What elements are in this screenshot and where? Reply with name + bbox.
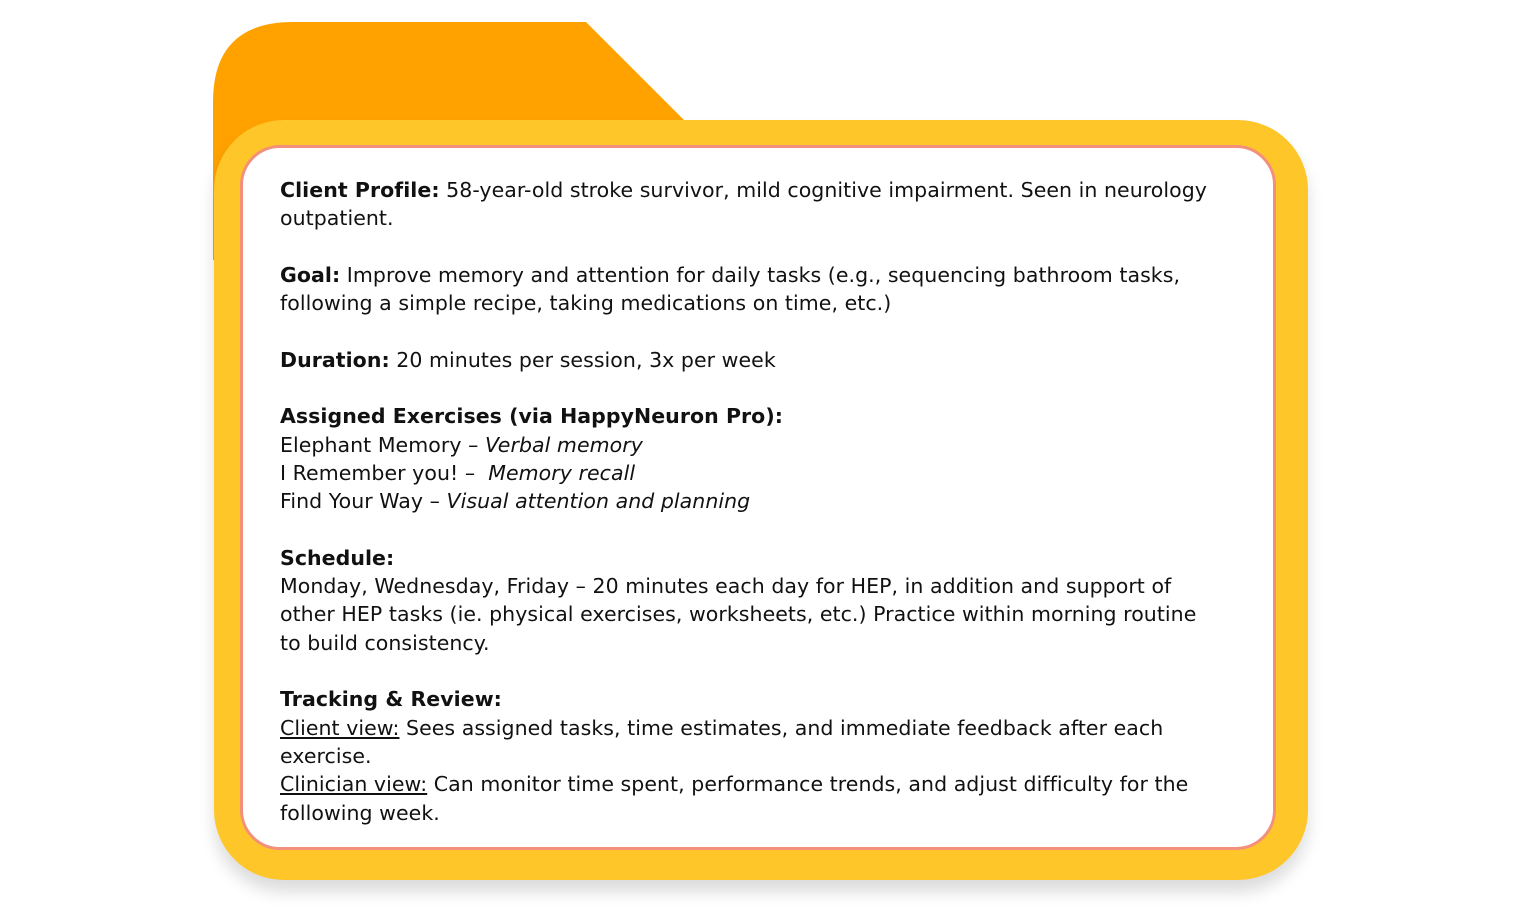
tracking-label: Tracking & Review: [280,687,502,712]
client-view-label: Client view: [280,715,400,740]
client-profile-text: 58-year-old stroke survivor, mild cognitive impairment. Seen in neurology [439,178,1207,202]
goal-text-cont: following a simple recipe, taking medications on time, etc.) [280,291,892,316]
exercises-section [280,402,1260,515]
plan-content [280,176,1260,855]
client-profile-text-cont: outpatient. [280,206,394,231]
exercise-name: Elephant Memory – [280,432,485,457]
schedule-text-cont: to build consistency. [280,630,490,655]
schedule-text: Monday, Wednesday, Friday – 20 minutes each day for HEP, in addition and support of [280,574,1172,599]
exercise-item [280,431,1260,459]
client-profile-section [280,176,1260,233]
client-profile-label: Client Profile: [280,178,440,202]
tracking-section [280,685,1260,826]
client-view-text-cont: exercise. [280,743,372,768]
exercise-name: Find Your Way – [280,489,447,514]
clinician-view-label: Clinician view: [280,772,428,797]
exercise-item [280,487,1260,515]
duration-section [280,346,1260,374]
clinician-view-text: Can monitor time spent, performance trends, and adjust difficulty for the [427,772,1189,797]
exercise-focus: Memory recall [488,460,636,485]
goal-label: Goal: [280,262,341,287]
duration-text: 20 minutes per session, 3x per week [389,347,776,372]
goal-section [280,261,1260,318]
exercise-name: I Remember you! – [280,460,489,485]
schedule-section [280,544,1260,657]
duration-label: Duration: [280,347,390,372]
exercise-focus: Visual attention and planning [446,489,751,514]
schedule-label: Schedule: [280,545,395,570]
client-view-text: Sees assigned tasks, time estimates, and immediate feedback after each [399,715,1164,740]
clinician-view-text-cont: following week. [280,800,440,825]
exercise-focus: Verbal memory [484,432,643,457]
exercises-label: Assigned Exercises (via HappyNeuron Pro): [280,404,783,429]
exercise-item [280,459,1260,487]
schedule-text-cont: other HEP tasks (ie. physical exercises, worksheets, etc.) Practice within morning routine [280,602,1197,627]
goal-text: Improve memory and attention for daily tasks (e.g., sequencing bathroom tasks, [340,262,1181,287]
